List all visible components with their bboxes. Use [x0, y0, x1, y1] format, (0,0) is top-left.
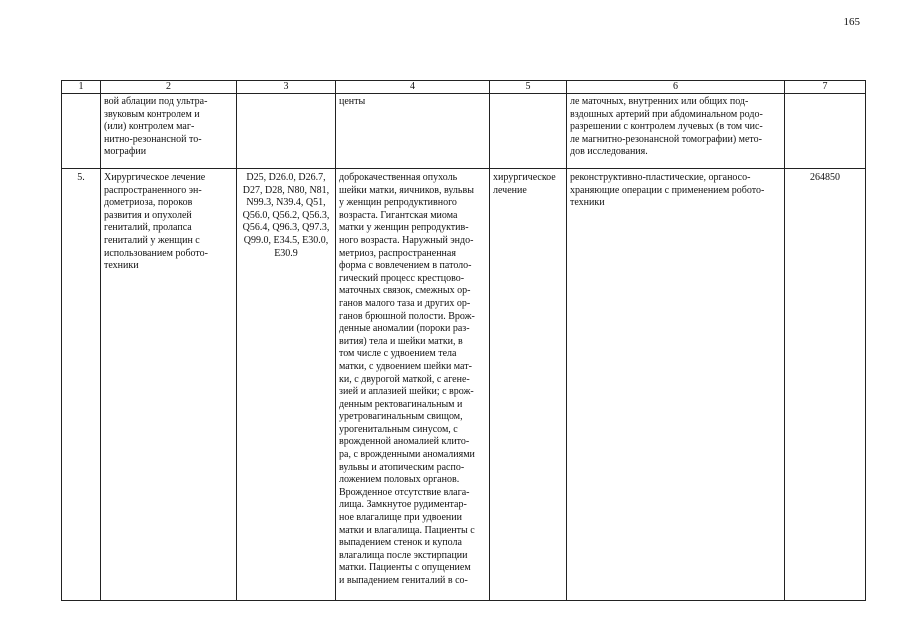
header-col-5: 5 [490, 81, 567, 94]
cell-patient-model: центы [336, 94, 490, 169]
cell-number [62, 94, 101, 169]
header-col-7: 7 [785, 81, 866, 94]
cell-procedure-name: Хирургическое лечение распространенного эн- дометриоза, пороков развития и опухолей гениталий, пролапса гениталий у женщин с использованием робото- техники [101, 169, 237, 601]
header-col-6: 6 [567, 81, 785, 94]
cell-procedure-name: вой аблации под ультра- звуковым контролем и (или) контролем маг- нитно-резонансной то- мографии [101, 94, 237, 169]
header-col-2: 2 [101, 81, 237, 94]
cell-icd-codes [237, 94, 336, 169]
header-col-4: 4 [336, 81, 490, 94]
table-row-continued [62, 94, 866, 169]
cell-cost: 264850 [785, 169, 866, 601]
page-number: 165 [843, 16, 860, 28]
cell-treatment-method: ле маточных, внутренних или общих под- вздошных артерий при абдоминальном родо- разрешении с контролем лучевых (в том чис- ле магнитно-резонансной томографии) мето- дов исследования. [567, 94, 785, 169]
cell-icd-codes: D25, D26.0, D26.7, D27, D28, N80, N81, N99.3, N39.4, Q51, Q56.0, Q56.2, Q56.3, Q56.4, Q96.3, Q97.3, Q99.0, E34.5, E30.0, E30.9 [237, 169, 336, 601]
cell-treatment-type [490, 94, 567, 169]
medical-care-table [61, 80, 866, 601]
cell-cost [785, 94, 866, 169]
cell-number: 5. [62, 169, 101, 601]
header-col-3: 3 [237, 81, 336, 94]
cell-patient-model: доброкачественная опухоль шейки матки, яичников, вульвы у женщин репродуктивного возраста. Гигантская миома матки у женщин репродуктив- ного возраста. Наружный эндо- метриоз, распространенная форма с вовлечением в патоло- гический процесс крестцово- маточных связок, смежных ор- ганов малого таза и других ор- ганов брюшной полости. Врож- денные аномалии (пороки раз- вития) тела и шейки матки, в том числе с удвоением тела матки, с удвоением шейки мат- ки, с двурогой маткой, с агене- зией и аплазией шейки; с врож- денным ректовагинальным и уретровагинальным свищом, урогенитальным синусом, с врожденной аномалией клито- ра, с врожденными аномалиями вульвы и атопическим распо- ложением половых органов. Врожденное отсутствие влага- лища. Замкнутое рудиментар- ное влагалище при удвоении матки и влагалища. Пациенты с выпадением стенок и купола влагалища после экстирпации матки. Пациенты с опущением и выпадением гениталий в со- [336, 169, 490, 601]
cell-treatment-method: реконструктивно-пластические, органосо- храняющие операции с применением робото- техники [567, 169, 785, 601]
table-header-row [62, 81, 866, 94]
cell-treatment-type: хирургическое лечение [490, 169, 567, 601]
table-row [62, 169, 866, 601]
header-col-1: 1 [62, 81, 101, 94]
